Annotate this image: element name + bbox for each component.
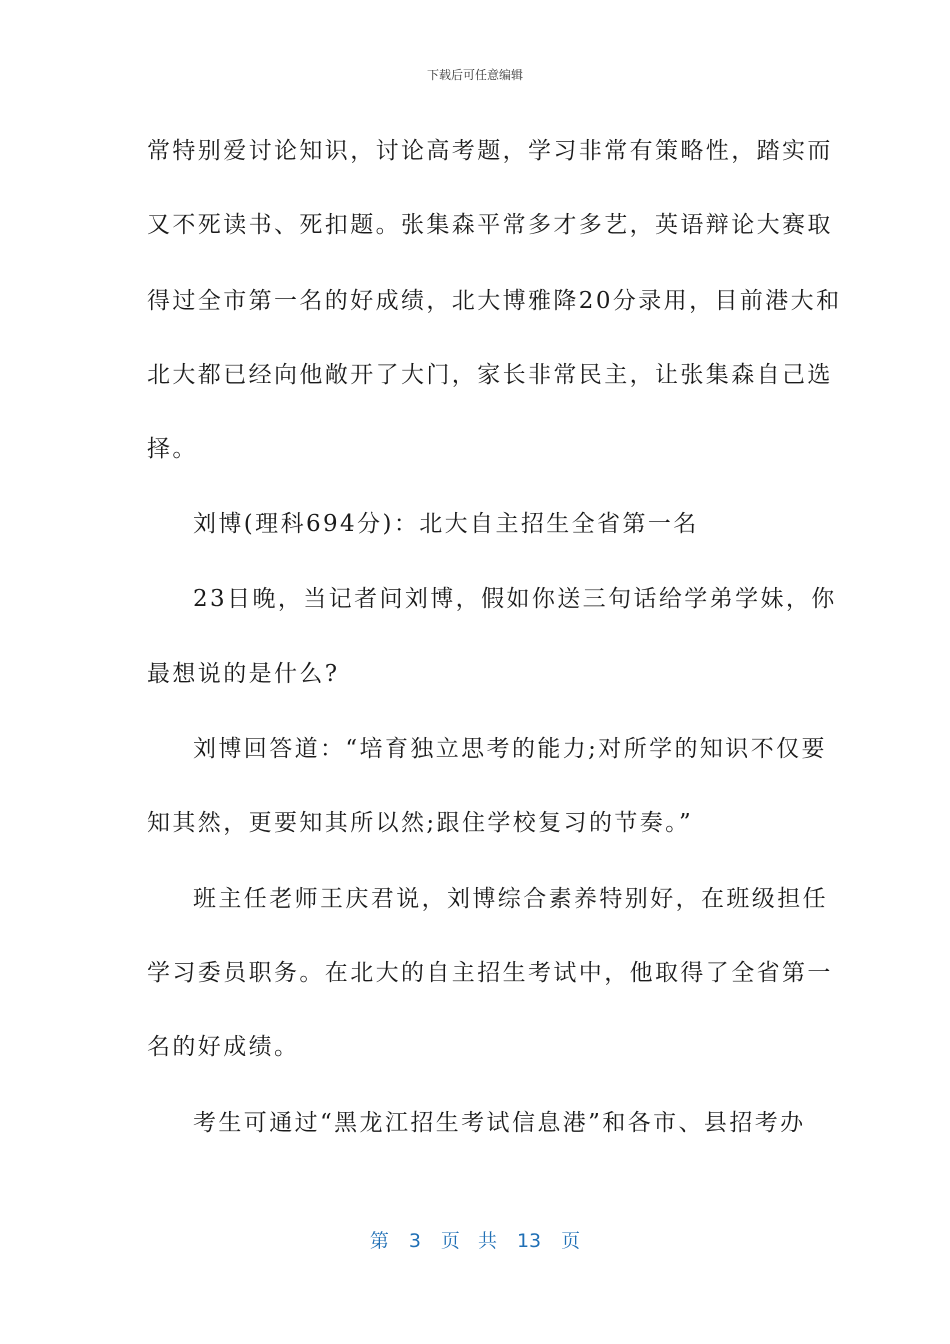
text-line: 23日晚，当记者问刘博，假如你送三句话给学弟学妹，你 bbox=[193, 586, 837, 612]
text-line: 班主任老师王庆君说，刘博综合素养特别好，在班级担任 bbox=[193, 886, 828, 912]
page-footer bbox=[0, 1226, 950, 1253]
text-line: 知其然，更要知其所以然;跟住学校复习的节奏。” bbox=[147, 810, 694, 836]
text-line: 考生可通过“黑龙江招生考试信息港”和各市、县招考办 bbox=[193, 1110, 806, 1136]
section-heading: 刘博(理科694分)：北大自主招生全省第一名 bbox=[193, 511, 699, 537]
text-line: 北大都已经向他敞开了大门，家长非常民主，让张集森自己选 bbox=[147, 362, 833, 388]
text-line: 名的好成绩。 bbox=[147, 1034, 300, 1060]
text-line: 择。 bbox=[147, 436, 198, 462]
footer-prefix: 第 bbox=[369, 1230, 389, 1252]
text-line: 学习委员职务。在北大的自主招生考试中，他取得了全省第一 bbox=[147, 960, 833, 986]
text-line: 得过全市第一名的好成绩，北大博雅降20分录用，目前港大和 bbox=[147, 288, 842, 314]
page-header: 下载后可任意编辑 bbox=[426, 68, 523, 82]
current-page-number: 3 bbox=[408, 1230, 421, 1252]
text-line: 又不死读书、死扣题。张集森平常多才多艺，英语辩论大赛取 bbox=[147, 212, 833, 238]
text-line: 常特别爱讨论知识，讨论高考题，学习非常有策略性，踏实而 bbox=[147, 138, 833, 164]
total-page-count: 13 bbox=[516, 1230, 542, 1252]
text-line: 刘博回答道：“培育独立思考的能力;对所学的知识不仅要 bbox=[193, 736, 827, 762]
footer-suffix: 页 bbox=[561, 1230, 581, 1252]
footer-middle: 页 共 bbox=[440, 1230, 497, 1252]
text-line: 最想说的是什么? bbox=[147, 661, 340, 687]
